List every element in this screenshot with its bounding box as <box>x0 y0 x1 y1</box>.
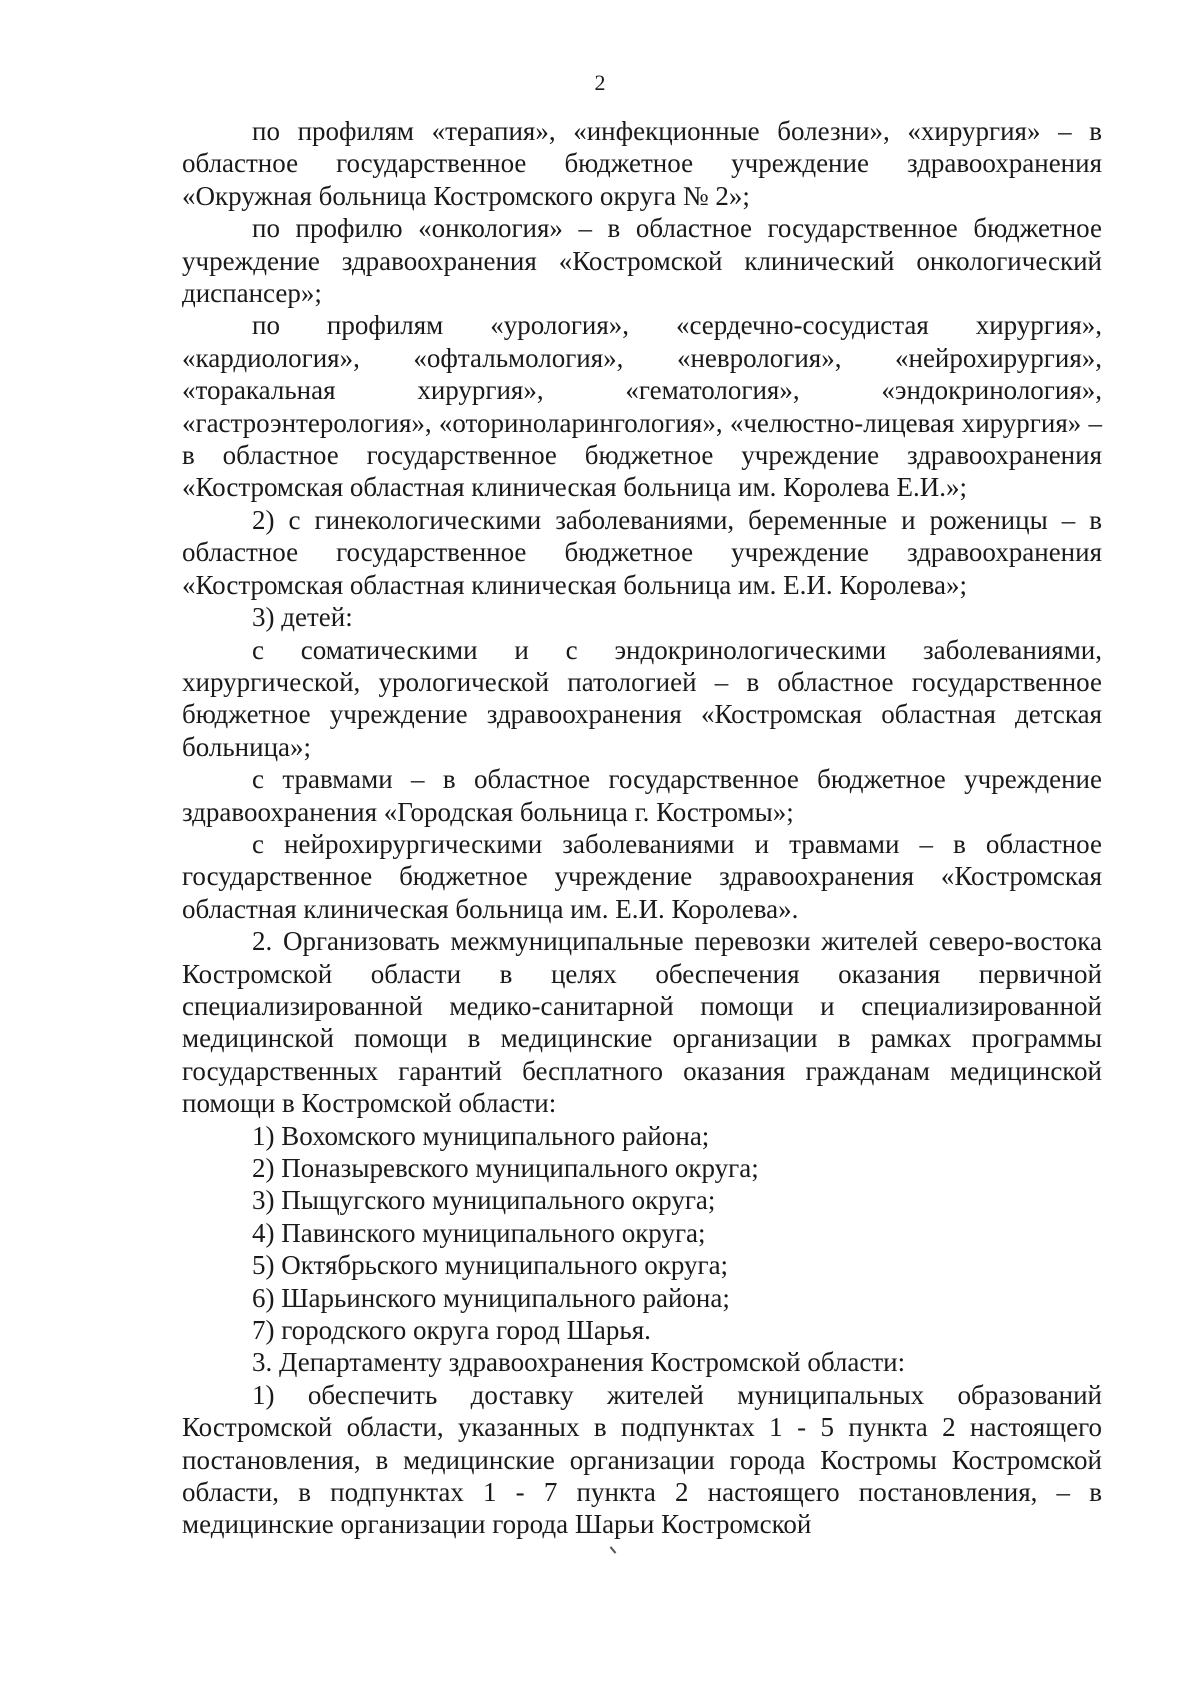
paragraph-oncology-profile: по профилю «онкология» – в областное государственное бюджетное учреждение здравоохранения «Костромской клинический онкологический диспансер»; <box>182 213 1102 309</box>
page-number: 2 <box>594 70 606 95</box>
paragraph-urology-profiles: по профилям «урология», «сердечно-сосудистая хирургия», «кардиология», «офтальмология», «неврология», «нейрохирургия», «торакальная хирургия», «гематология», «эндокринология», «гастроэнтерология», «оториноларингология», «челюстно-лицевая хирургия» – в областное государственное бюджетное учреждение здравоохранения «Костромская областная клиническая больница им. Королева Е.И.»; <box>182 310 1102 503</box>
paragraph-section-3-heading: 3. Департаменту здравоохранения Костромской области: <box>252 1347 906 1378</box>
list-item-district-4: 4) Павинского муниципального округа; <box>252 1217 706 1248</box>
list-item-district-2: 2) Поназыревского муниципального округа; <box>252 1153 759 1183</box>
list-item-district-7: 7) городского округа город Шарья. <box>252 1315 651 1346</box>
paragraph-children-somatic: с соматическими и с эндокринологическими заболеваниями, хирургической, урологической патологией – в областное государственное бюджетное учреждение здравоохранения «Костромская областная детская больница»; <box>182 634 1102 762</box>
document-body <box>182 115 1102 1541</box>
paragraph-children-trauma: с травмами – в областное государственное бюджетное учреждение здравоохранения «Городская больница г. Костромы»; <box>182 764 1102 827</box>
paragraph-section-3-item-1: 1) обеспечить доставку жителей муниципальных образований Костромской области, указанных в подпунктах 1 - 5 пункта 2 настоящего постановления, в медицинские организации города Костромы Костромской области, в подпунктах 1 - 7 пункта 2 настоящего постановления, – в медицинские организации города Шарьи Костромской <box>182 1379 1102 1540</box>
list-item-district-3: 3) Пыщугского муниципального округа; <box>252 1185 716 1216</box>
list-item-district-1: 1) Вохомского муниципального района; <box>252 1120 710 1151</box>
paragraph-children-heading: 3) детей: <box>252 602 353 633</box>
scan-artifact-mark <box>610 1546 617 1553</box>
paragraph-section-2: 2. Организовать межмуниципальные перевозки жителей северо-востока Костромской области в целях обеспечения оказания первичной специализированной медико-санитарной помощи и специализированной медицинской помощи в медицинские организации в рамках программы государственных гарантий бесплатного оказания гражданам медицинской помощи в Костромской области: <box>182 926 1102 1119</box>
list-item-district-5: 5) Октябрьского муниципального округа; <box>252 1250 729 1281</box>
paragraph-therapy-profiles: по профилям «терапия», «инфекционные болезни», «хирургия» – в областное государственное бюджетное учреждение здравоохранения «Окружная больница Костромского округа № 2»; <box>182 116 1102 211</box>
paragraph-gynecology: 2) с гинекологическими заболеваниями, беременные и роженицы – в областное государственное бюджетное учреждение здравоохранения «Костромская областная клиническая больница им. Е.И. Королева»; <box>182 504 1102 600</box>
paragraph-children-neurosurgery: с нейрохирургическими заболеваниями и травмами – в областное государственное бюджетное учреждение здравоохранения «Костромская областная клиническая больница им. Е.И. Королева». <box>182 828 1102 924</box>
list-item-district-6: 6) Шарьинского муниципального района; <box>252 1282 730 1313</box>
